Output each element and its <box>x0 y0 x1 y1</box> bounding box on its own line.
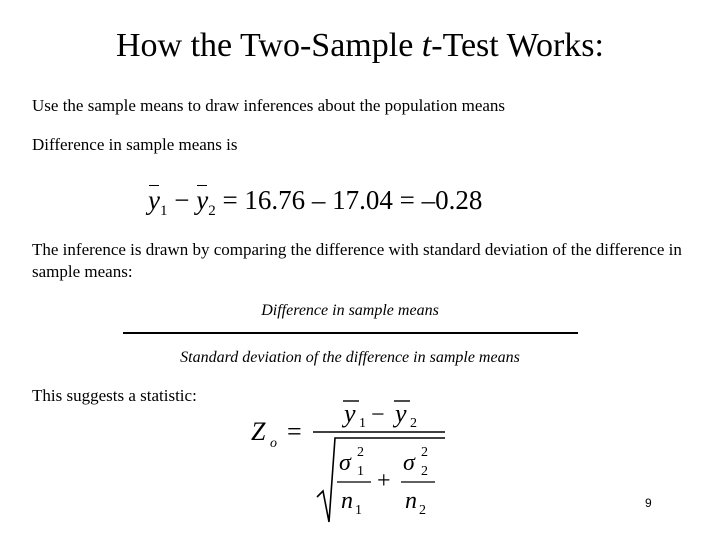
title-text-start: How the Two-Sample <box>116 27 422 64</box>
ratio-denominator: Standard deviation of the difference in sample means <box>180 349 520 366</box>
n-1: n <box>341 488 353 514</box>
n-2: n <box>405 488 417 514</box>
z-formula-svg <box>245 390 465 530</box>
n-2-subscript: 2 <box>419 503 426 518</box>
z-variable: Z <box>251 417 266 446</box>
z-statistic-formula <box>245 390 465 530</box>
sigma-1-superscript: 2 <box>357 445 364 460</box>
num-y2-sub: 2 <box>410 416 417 431</box>
sigma-2-subscript: 2 <box>421 464 428 479</box>
intro-line: Use the sample means to draw inferences about the population means <box>32 96 506 115</box>
ybar-1-subscript: 1 <box>159 203 168 219</box>
difference-line: Difference in sample means is <box>32 135 238 154</box>
ratio-divider <box>123 332 578 334</box>
z-subscript: o <box>270 436 277 451</box>
statistic-label: This suggests a statistic: <box>32 386 197 405</box>
inference-paragraph: The inference is drawn by comparing the difference with standard deviation of the difference in sample means: <box>32 240 682 281</box>
sigma-2-superscript: 2 <box>421 445 428 460</box>
sigma-2: σ <box>403 450 415 476</box>
ybar-2-subscript: 2 <box>208 203 216 219</box>
sigma-1: σ <box>339 450 351 476</box>
difference-equation <box>148 182 482 229</box>
sigma-1-subscript: 1 <box>357 464 364 479</box>
num-y1: y <box>344 399 356 428</box>
ybar-1: y <box>148 182 160 218</box>
num-y2: y <box>395 399 407 428</box>
num-y1-sub: 1 <box>359 416 366 431</box>
title-t-italic: t <box>421 27 432 64</box>
n-1-subscript: 1 <box>355 503 362 518</box>
title-text-end: -Test Works: <box>431 27 604 64</box>
plus-sign: + <box>377 468 391 494</box>
ratio-numerator: Difference in sample means <box>261 302 439 319</box>
equation-values: = 16.76 – 17.04 = –0.28 <box>215 185 483 215</box>
z-equals: = <box>287 417 302 446</box>
slide-title <box>0 24 720 68</box>
ybar-2: y <box>196 182 208 218</box>
equation-minus: − <box>167 185 197 215</box>
page-number: 9 <box>645 496 652 510</box>
num-minus: − <box>371 402 385 428</box>
